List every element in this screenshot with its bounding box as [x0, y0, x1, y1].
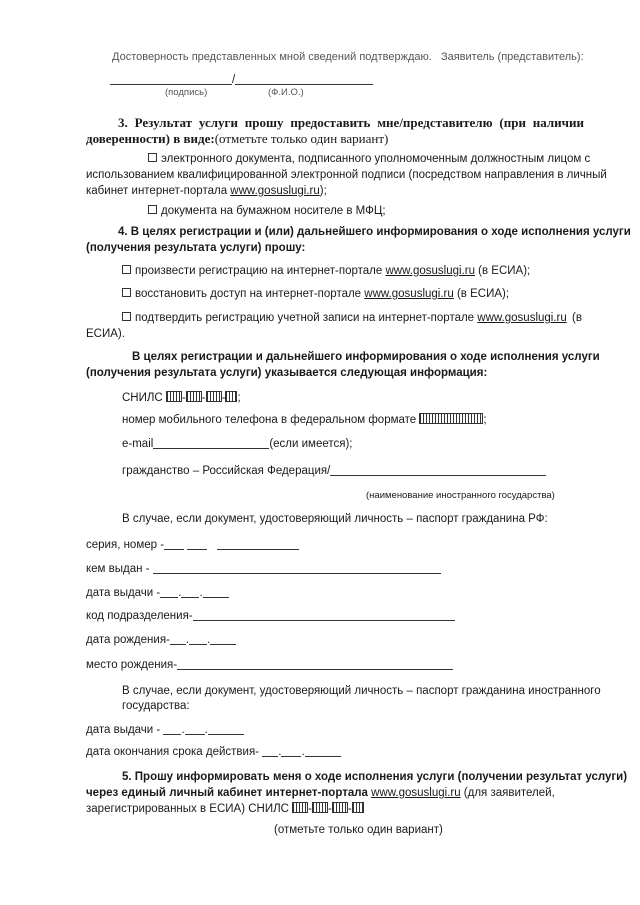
- issue-date-month[interactable]: [181, 586, 199, 598]
- date-dot: .: [301, 746, 305, 758]
- birth-place-label: место рождения-: [86, 659, 178, 671]
- option-paper-label: документа на бумажном носителе в МФЦ;: [161, 205, 386, 217]
- foreign-state-caption: (наименование иностранного государства): [366, 490, 555, 501]
- section4-title-line1: 4. В целях регистрации и (или) дальнейшего информирования о ходе исполнения услуги: [118, 226, 631, 238]
- phone-field[interactable]: [419, 413, 483, 424]
- snils-group-4[interactable]: [225, 391, 237, 402]
- option-confirm-prefix: подтвердить регистрацию учетной записи на интернет-портале: [135, 312, 478, 324]
- section5-snils-group-3[interactable]: [332, 802, 348, 813]
- section3-title-line1: 3. Результат услуги прошу предоставить мне/представителю (при наличии: [118, 115, 584, 130]
- birth-date-year[interactable]: [210, 633, 236, 645]
- section5-line1: 5. Прошу информировать меня о ходе исполнения услуги (получении результат услуги): [122, 771, 628, 783]
- division-code-field[interactable]: [193, 609, 455, 621]
- section5-line2-prefix: через единый личный кабинет интернет-портала: [86, 787, 372, 799]
- section5-line2: [86, 786, 555, 800]
- date-dot: .: [278, 746, 282, 758]
- expiry-month[interactable]: [281, 745, 301, 757]
- snils-group-1[interactable]: [166, 391, 182, 402]
- signature-field[interactable]: [110, 73, 232, 85]
- section5-snils-group-2[interactable]: [312, 802, 328, 813]
- issue-date-row: [86, 586, 229, 600]
- date-dot: .: [207, 634, 211, 646]
- confirmation-line: [112, 50, 584, 64]
- checkbox-register[interactable]: [122, 265, 131, 274]
- section3-title-line2: [86, 131, 388, 147]
- snils-dash: -: [347, 803, 352, 815]
- section5-note: (отметьте только один вариант): [274, 824, 443, 836]
- applicant-label: Заявитель (представитель):: [440, 51, 584, 63]
- email-row: [122, 437, 353, 451]
- checkbox-confirm[interactable]: [122, 312, 131, 321]
- series-number-label: серия, номер -: [86, 539, 165, 551]
- option-electronic-line2: использованием квалифицированной электронной подписи (посредством направления в личный: [86, 169, 607, 181]
- date-dot: .: [204, 724, 208, 736]
- checkbox-paper[interactable]: [148, 205, 157, 214]
- phone-label: номер мобильного телефона в федеральном формате: [122, 414, 417, 426]
- issue-date-label: дата выдачи -: [86, 587, 161, 599]
- info-title-line1: В целях регистрации и дальнейшего информирования о ходе исполнения услуги: [132, 351, 600, 363]
- foreign-issue-year[interactable]: [208, 723, 244, 735]
- section5-snils-group-4[interactable]: [352, 802, 364, 813]
- phone-row: [122, 413, 487, 427]
- option-electronic-line1: электронного документа, подписанного уполномоченным должностным лицом с: [161, 153, 591, 165]
- section3-option-paper[interactable]: [148, 204, 386, 218]
- checkbox-electronic[interactable]: [148, 153, 157, 162]
- passport-rf-heading: В случае, если документ, удостоверяющий личность – паспорт гражданина РФ:: [122, 513, 548, 525]
- option-restore-suffix: (в ЕСИА);: [453, 288, 510, 300]
- section4-title-line2: (получения результата услуги) прошу:: [86, 242, 306, 254]
- signature-caption: (подпись): [165, 87, 208, 98]
- section3-title-bold: доверенности) в виде:: [86, 131, 215, 146]
- confirmation-text: Достоверность представленных мной сведений подтверждаю.: [112, 51, 432, 63]
- section3-title-note: (отметьте только один вариант): [214, 131, 389, 146]
- info-title-line2: (получения результата услуги) указывается следующая информация:: [86, 367, 488, 379]
- foreign-issue-date-label: дата выдачи -: [86, 724, 161, 736]
- foreign-state-field[interactable]: [330, 464, 546, 476]
- foreign-issue-month[interactable]: [185, 723, 205, 735]
- option-electronic-prefix: кабинет интернет-портала: [86, 185, 231, 197]
- citizenship-label: гражданство – Российская Федерация/: [122, 465, 331, 477]
- section4-option-register[interactable]: [122, 264, 530, 278]
- section5-line2-suffix: (для заявителей,: [460, 787, 555, 799]
- fio-field[interactable]: [235, 73, 373, 85]
- expiry-day[interactable]: [262, 745, 278, 757]
- issue-date-year[interactable]: [203, 586, 229, 598]
- option-confirm-suffix: (в: [572, 312, 582, 324]
- snils-dash: -: [181, 392, 186, 404]
- number-field[interactable]: [217, 538, 299, 550]
- issued-by-field[interactable]: [153, 562, 441, 574]
- snils-end: ;: [237, 392, 241, 404]
- series-number-row: [86, 538, 299, 552]
- option-register-prefix: произвести регистрацию на интернет-портале: [135, 265, 386, 277]
- date-dot: .: [185, 634, 190, 646]
- division-code-label: код подразделения-: [86, 610, 193, 622]
- section5-line3-prefix: зарегистрированных в ЕСИА) СНИЛС: [86, 803, 293, 815]
- birth-date-month[interactable]: [189, 633, 207, 645]
- snils-dash: -: [221, 392, 226, 404]
- email-label: e-mail: [122, 438, 154, 450]
- division-code-row: [86, 609, 455, 623]
- date-dot: .: [181, 724, 185, 736]
- phone-end: ;: [483, 414, 487, 426]
- gosuslugi-link[interactable]: www.gosuslugi.ru: [385, 265, 475, 277]
- date-dot: .: [199, 587, 203, 599]
- foreign-issue-day[interactable]: [163, 723, 181, 735]
- expiry-year[interactable]: [305, 745, 341, 757]
- section5-line3: [86, 802, 364, 816]
- option-restore-prefix: восстановить доступ на интернет-портале: [135, 288, 365, 300]
- snils-dash: -: [201, 392, 206, 404]
- option-register-suffix: (в ЕСИА);: [474, 265, 531, 277]
- citizenship-row: [122, 464, 546, 478]
- issued-by-label: кем выдан -: [86, 563, 150, 575]
- birth-date-label: дата рождения-: [86, 634, 170, 646]
- email-note: (если имеется);: [269, 438, 353, 450]
- snils-dash: -: [308, 803, 313, 815]
- section4-option-confirm[interactable]: [122, 311, 567, 325]
- expiry-date-row: [86, 745, 341, 759]
- signature-row: [110, 73, 373, 87]
- passport-foreign-heading-line2: государства:: [122, 700, 190, 712]
- gosuslugi-link[interactable]: www.gosuslugi.ru: [364, 288, 454, 300]
- section5-snils-group-1[interactable]: [292, 802, 308, 813]
- series-field-2[interactable]: [187, 538, 207, 550]
- foreign-issue-date-row: [86, 723, 244, 737]
- expiry-date-label: дата окончания срока действия-: [86, 746, 260, 758]
- birth-date-day[interactable]: [170, 633, 186, 645]
- date-dot: .: [178, 587, 182, 599]
- gosuslugi-link[interactable]: www.gosuslugi.ru: [477, 312, 567, 324]
- gosuslugi-link[interactable]: www.gosuslugi.ru: [371, 787, 461, 799]
- checkbox-restore[interactable]: [122, 288, 131, 297]
- snils-row: [122, 391, 241, 405]
- birth-place-field[interactable]: [177, 658, 453, 670]
- option-electronic-suffix: );: [319, 185, 327, 197]
- section3-option-electronic[interactable]: [148, 152, 591, 166]
- snils-dash: -: [328, 803, 332, 815]
- snils-group-2[interactable]: [186, 391, 202, 402]
- option-electronic-line3: [86, 184, 327, 198]
- fio-caption: (Ф.И.О.): [268, 87, 304, 98]
- series-field-1[interactable]: [164, 538, 184, 550]
- passport-foreign-heading-line1: В случае, если документ, удостоверяющий личность – паспорт гражданина иностранного: [122, 685, 601, 697]
- option-confirm-line2: ЕСИА).: [86, 328, 125, 340]
- snils-group-3[interactable]: [206, 391, 222, 402]
- gosuslugi-link[interactable]: www.gosuslugi.ru: [230, 185, 320, 197]
- birth-date-row: [86, 633, 236, 647]
- issue-date-day[interactable]: [160, 586, 178, 598]
- signature-slash: /: [232, 74, 236, 86]
- snils-label: СНИЛС: [122, 392, 163, 404]
- birth-place-row: [86, 658, 453, 672]
- issued-by-row: [86, 562, 441, 576]
- email-field[interactable]: [153, 437, 269, 449]
- section4-option-restore[interactable]: [122, 287, 509, 301]
